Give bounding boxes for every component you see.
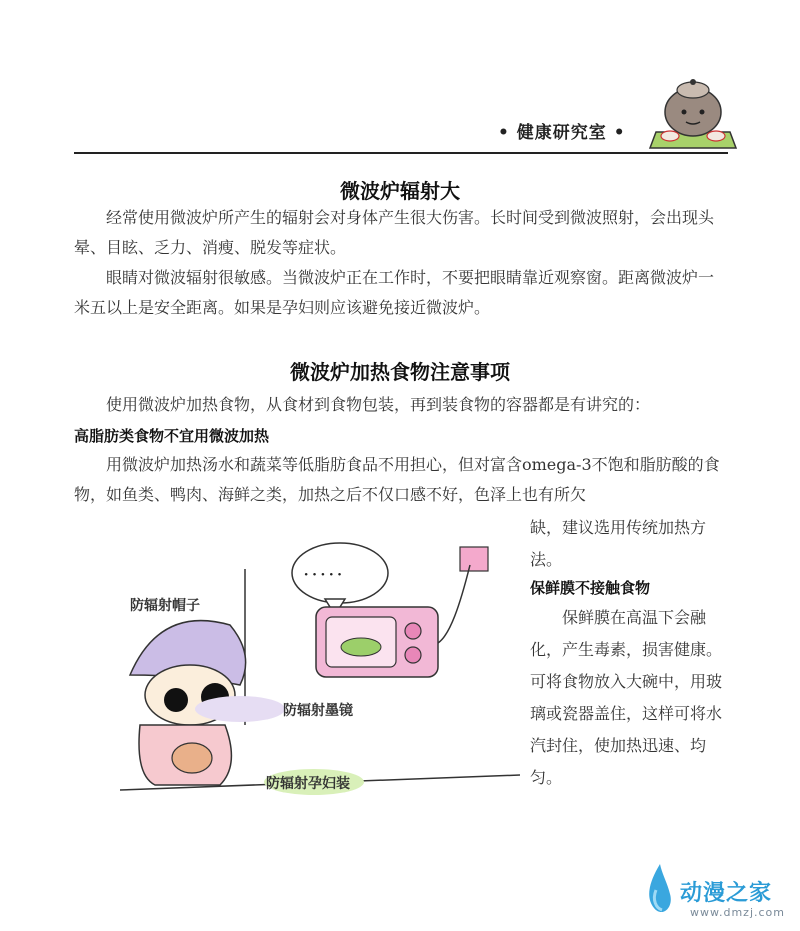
section2-title: 微波炉加热食物注意事项 (290, 360, 510, 384)
section1-paragraph-1: 经常使用微波炉所产生的辐射会对身体产生很大伤害。长时间受到微波照射，会出现头晕、目眩、乏力、消瘦、脱发等症状。 (74, 208, 715, 257)
cling-film-paragraph: 保鲜膜在高温下会融化，产生毒素，损害健康。可将食物放入大碗中，用玻璃或瓷器盖住，这样可将水汽封住，使加热迅速、均匀。 (530, 608, 723, 787)
mascot-icon (648, 70, 738, 150)
section2-intro: 使用微波炉加热食物，从食材到食物包装，再到装食物的容器都是有讲究的： (106, 395, 651, 414)
high-fat-paragraph: 用微波炉加热汤水和蔬菜等低脂肪食品不用担心，但对富含omega-3不饱和脂肪酸的食物，如鱼类、鸭肉、海鲜之类，加热之后不仅口感不好，色泽上也有所欠 (74, 455, 720, 504)
section1-paragraph-2: 眼睛对微波辐射很敏感。当微波炉正在工作时，不要把眼睛靠近观察窗。距离微波炉一米五以上是安全距离。如果是孕妇则应该避免接近微波炉。 (74, 268, 715, 317)
section-tag: • 健康研究室 • (498, 123, 626, 143)
watermark-drop-icon (640, 860, 680, 920)
watermark-name: 动漫之家 (680, 881, 773, 906)
label-dress: 防辐射孕妇装 (266, 776, 350, 792)
section1-title: 微波炉辐射大 (340, 179, 460, 203)
label-glasses: 防辐射墨镜 (283, 703, 353, 719)
label-hat: 防辐射帽子 (130, 598, 200, 614)
watermark-url: www.dmzj.com (690, 906, 785, 919)
subheading-cling-film: 保鲜膜不接触食物 (530, 579, 651, 597)
high-fat-paragraph-cont: 缺，建议选用传统加热方法。 (530, 518, 707, 569)
header-divider (74, 152, 728, 154)
subheading-high-fat: 高脂肪类食物不宜用微波加热 (74, 427, 270, 445)
speech-dots: ····· (303, 562, 345, 586)
